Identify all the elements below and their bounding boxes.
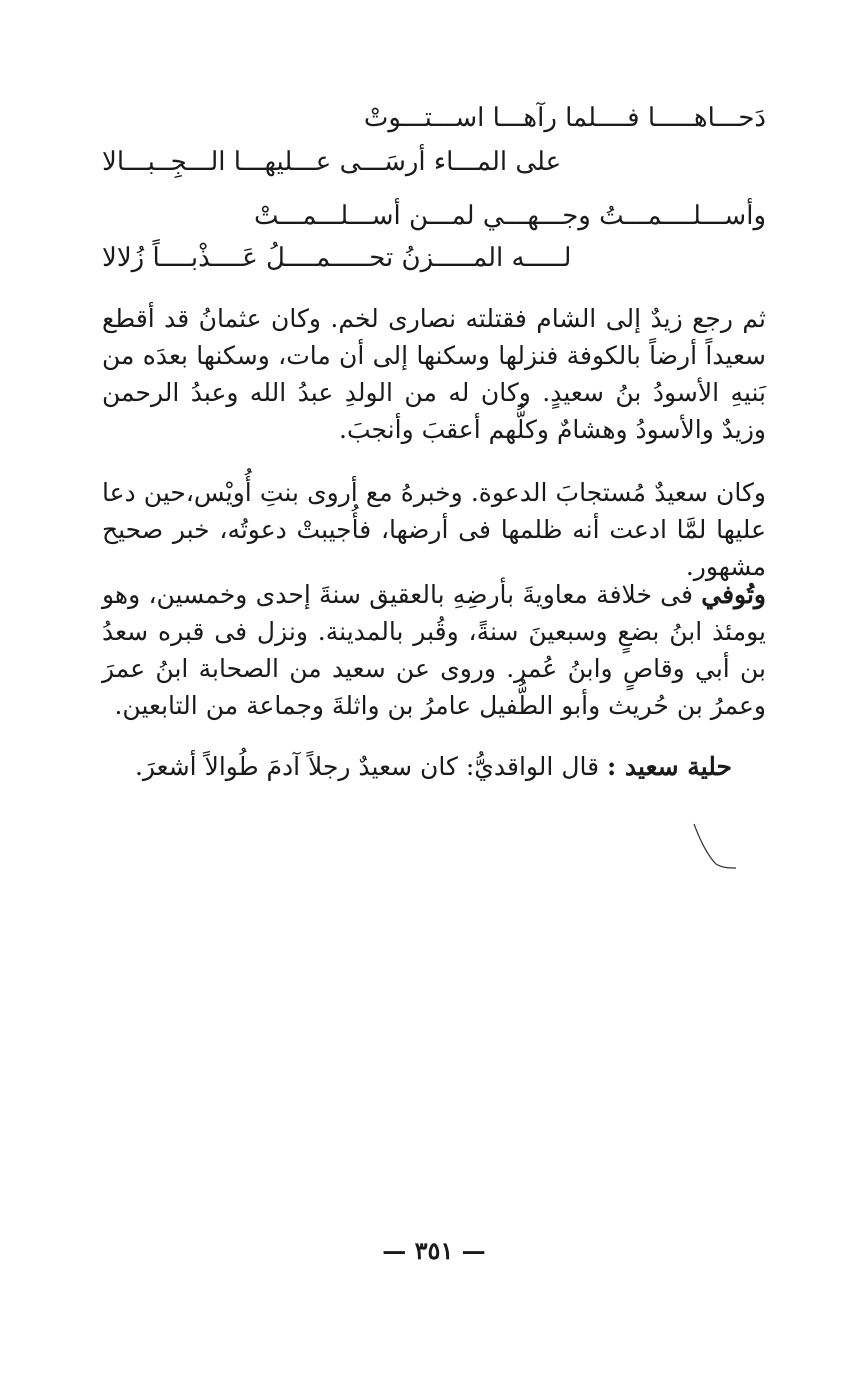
- page-number: — ٣٥١ —: [382, 1236, 486, 1265]
- poem-verse-2-second-hemistich: لـــــه المـــــزنُ تحـــــمــــلُ عَــــذْبــــاً زُلالا: [102, 243, 572, 273]
- description-text: قال الواقديُّ: كان سعيدٌ رجلاً آدمَ طُوالاً أشعرَ.: [134, 752, 607, 781]
- death-text: فى خلافة معاويةَ بأرضِهِ بالعقيق سنةَ إحدى وخمسين، وهو يومئذ ابنُ بضعٍ وسبعينَ سنةً، وقُبر بالمدينة. ونزل فى قبره سعدُ بن أبي وقاصٍ وابنُ عُمر. وروى عن سعيد من الصحابة ابنُ عمرَ وعمرُ بن حُريث وأبو الطُّفيل عامرُ بن واثلةَ وجماعة من التابعين.: [102, 580, 766, 720]
- pen-mark-scribble: [690, 822, 740, 872]
- poem-verse-1-first-hemistich: دَحـــاهـــــا فــــلما رآهـــا اســـتـــوتْ: [363, 103, 766, 133]
- paragraph-answered-prayer: وكان سعيدٌ مُستجابَ الدعوة. وخبرهُ مع أروى بنتِ أُويْس،حين دعا عليها لمَّا ادعت أنه ظلمها فى أرضها، فأُجيبتْ دعوتُه، خبر صحيح مشهور.: [102, 478, 766, 581]
- paragraph-description: [102, 748, 732, 785]
- death-heading: وتُوفي: [701, 580, 766, 609]
- poem-verse-2-first-hemistich: وأســـلــــمـــتُ وجـــهـــي لمـــن أســـلـــمـــتْ: [253, 201, 766, 231]
- poem-verse-1-second-hemistich: على المـــاء أرسَـــى عـــليهـــا الـــجِــبـــالا: [102, 147, 562, 177]
- description-heading: حلية سعيد :: [607, 752, 732, 781]
- paragraph-death: [102, 576, 766, 724]
- paragraph-zayd-return: ثم رجع زيدٌ إلى الشام فقتلته نصارى لخم. وكان عثمانُ قد أقطع سعيداً أرضاً بالكوفة فنزلها وسكنها إلى أن مات، وسكنها بعدَه من بَنيهِ الأسودُ بنُ سعيدٍ. وكان له من الولدِ عبدُ الله وعبدُ الرحمن وزيدٌ والأسودُ وهشامٌ وكلُّهم أعقبَ وأنجبَ.: [102, 304, 766, 444]
